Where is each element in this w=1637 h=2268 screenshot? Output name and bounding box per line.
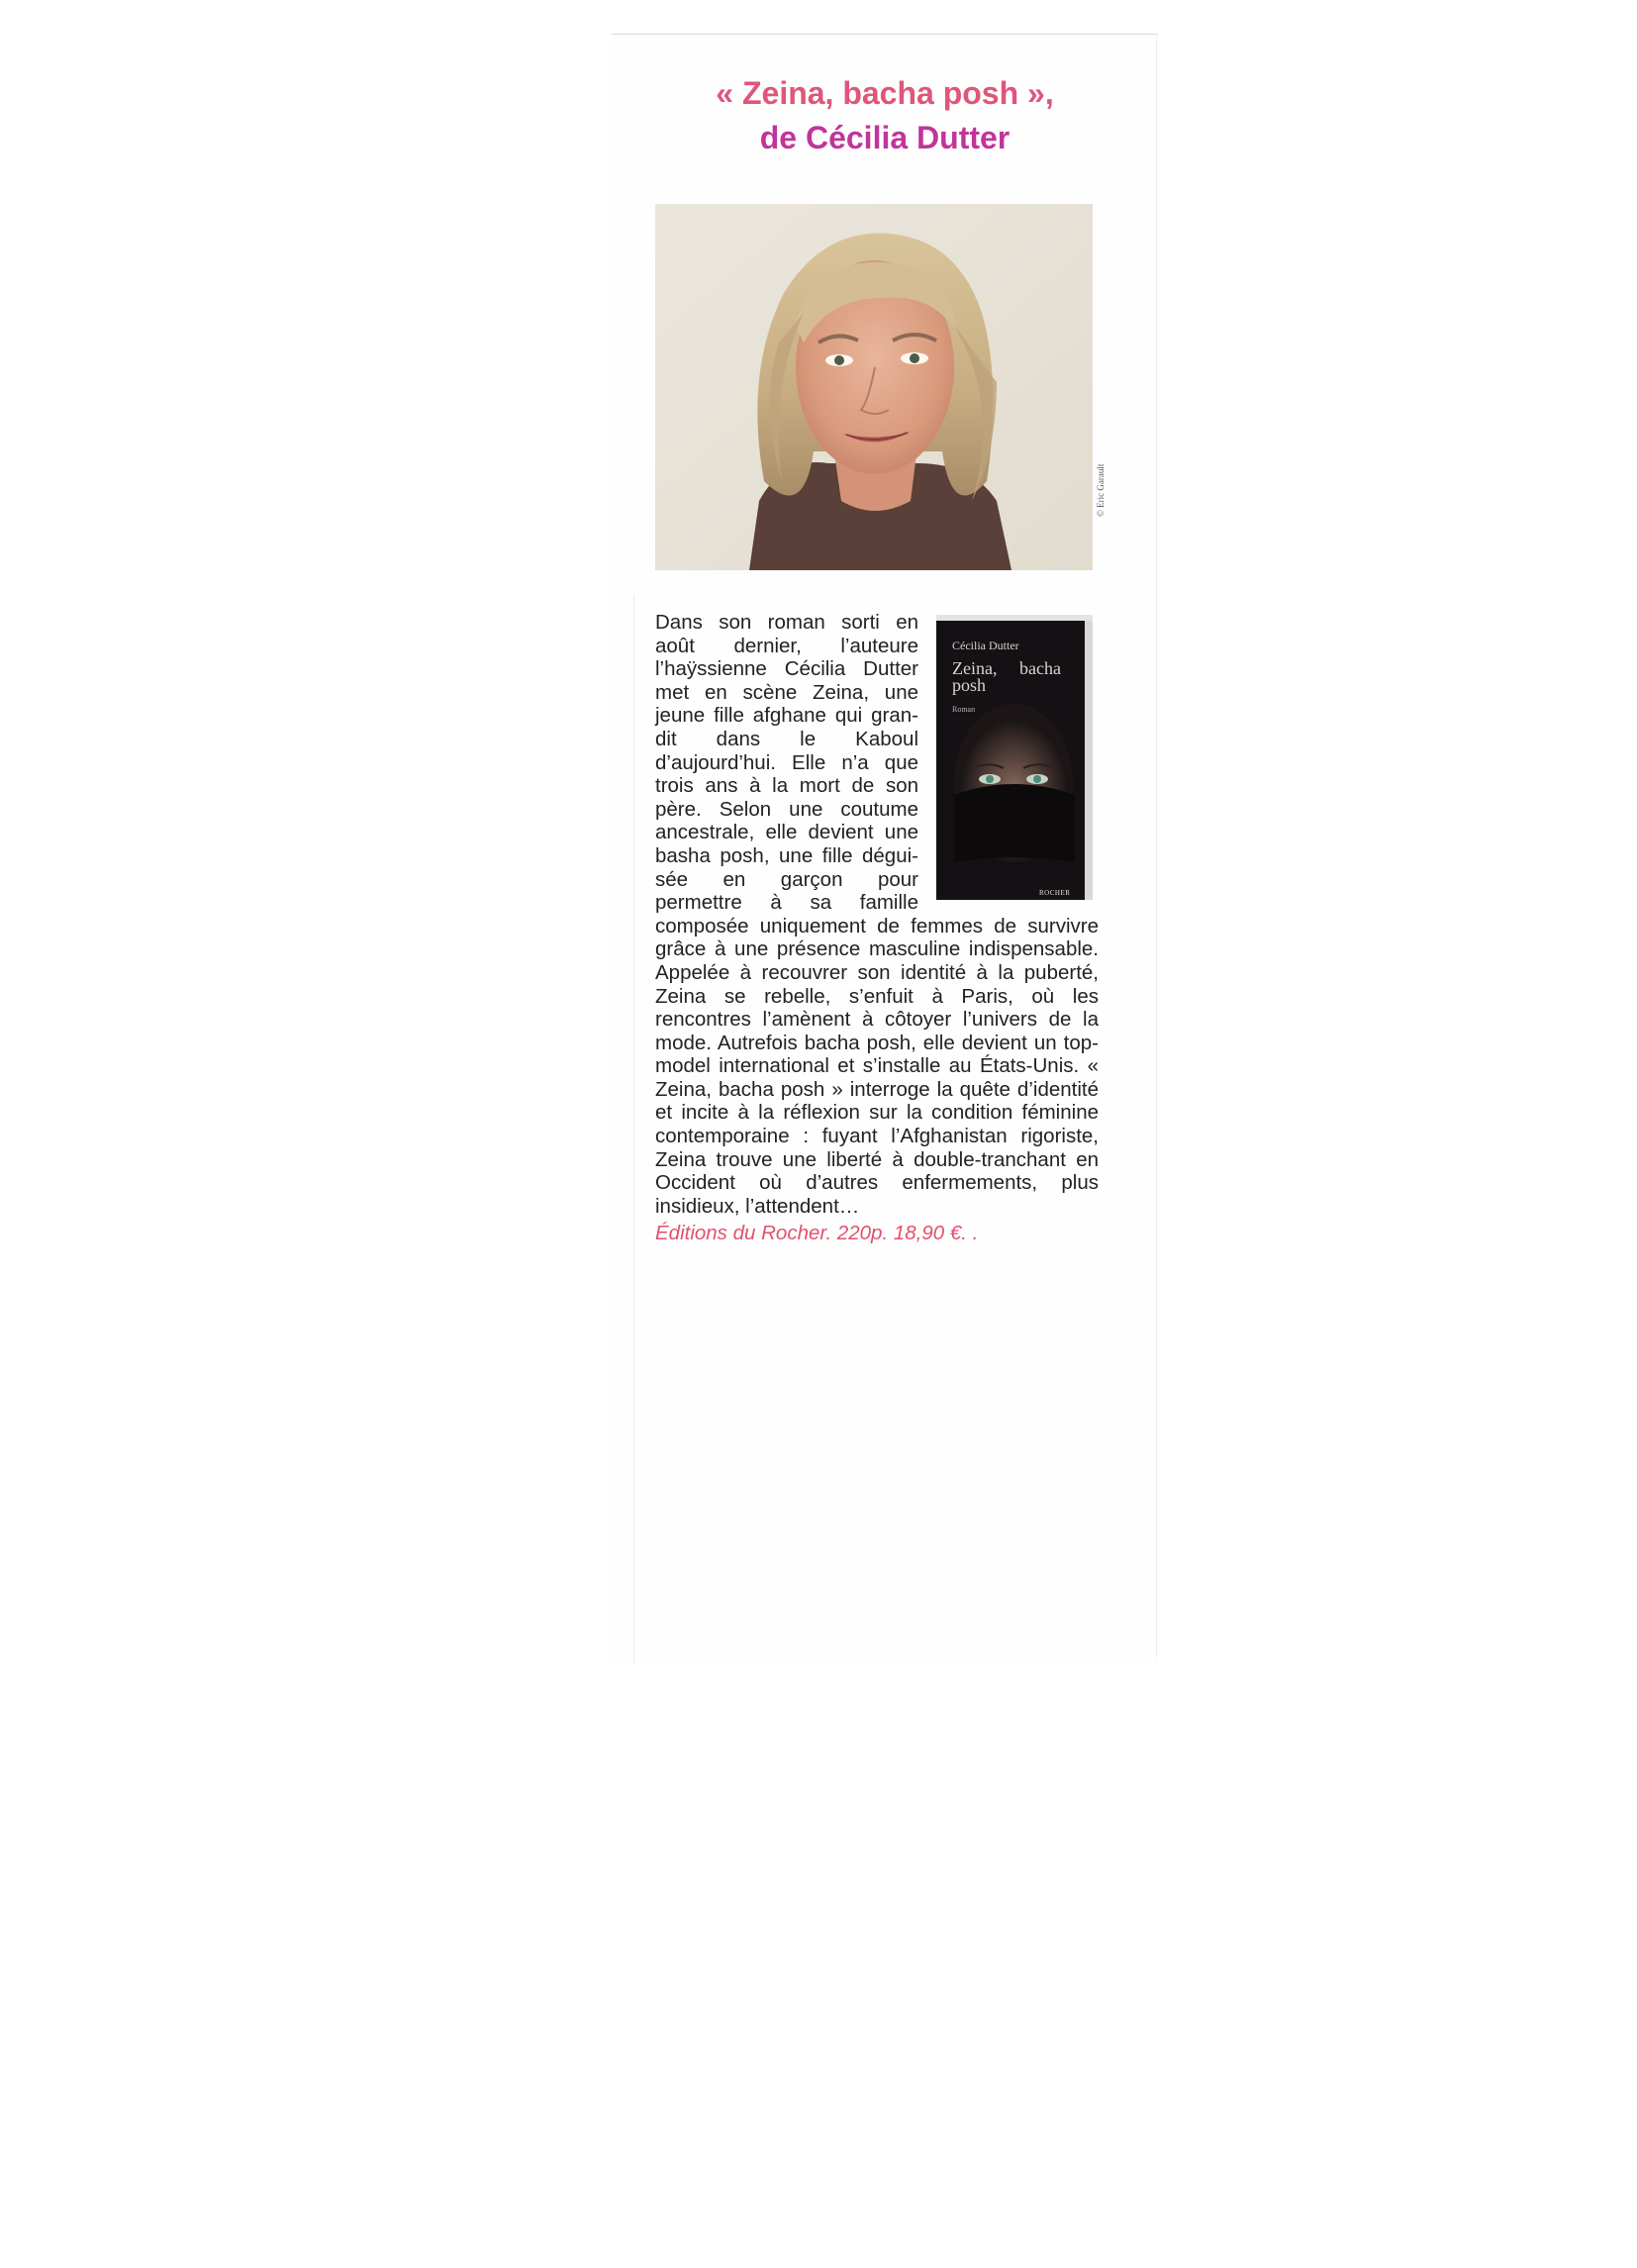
title-line-2: de Cécilia Dutter [759, 120, 1011, 155]
article-body [655, 611, 1099, 1245]
clipping-edge-right [1156, 34, 1157, 1657]
book-cover-title: Zeina, bacha posh [952, 658, 1061, 695]
publication-info: Éditions du Rocher. 220p. 18,90 €. . [655, 1222, 979, 1245]
author-portrait-photo [655, 204, 1093, 570]
book-cover-author: Cécilia Dutter [952, 639, 1019, 652]
author-portrait-illustration [655, 204, 1093, 570]
book-cover [936, 615, 1099, 904]
book-cover-publisher: ROCHER [1039, 889, 1071, 897]
photo-credit: © Eric Garault [1096, 463, 1106, 517]
article-paragraph: Dans son roman sorti en août dernier, l’auteure l’haÿssienne Cécilia Dutter met en scène Zeina, une jeune fille afghane qui grandit dans le Kaboul d’aujourd’hui. Elle n’a que trois ans à la mort de son père. Selon une coutume ancestrale, elle devient une basha posh, une fille déguisée en garçon pour permettre à sa famille composée uniquement de femmes de survivre grâce à une présence masculine indispensable. Appelée à recouvrer son identité à la puberté, Zeina se rebelle, s’enfuit à Paris, où les rencontres l’amènent à côtoyer l’univers de la mode. Autrefois bacha posh, elle devient un top-model international et s’installe au États-Unis. « Zeina, bacha posh » interroge la quête d’identité et incite à la réflexion sur la condition féminine contemporaine : fuyant l’Afghanistan rigoriste, Zeina trouve une liberté à double-tranchant en Occident où d’autres enfermements, plus insidieux, l’attendent… [655, 611, 1099, 1218]
book-cover-genre: Roman [952, 705, 976, 714]
title-line-1: « Zeina, bacha posh », [716, 75, 1054, 111]
article-title [612, 71, 1158, 160]
clipping-edge-left [633, 594, 634, 1663]
